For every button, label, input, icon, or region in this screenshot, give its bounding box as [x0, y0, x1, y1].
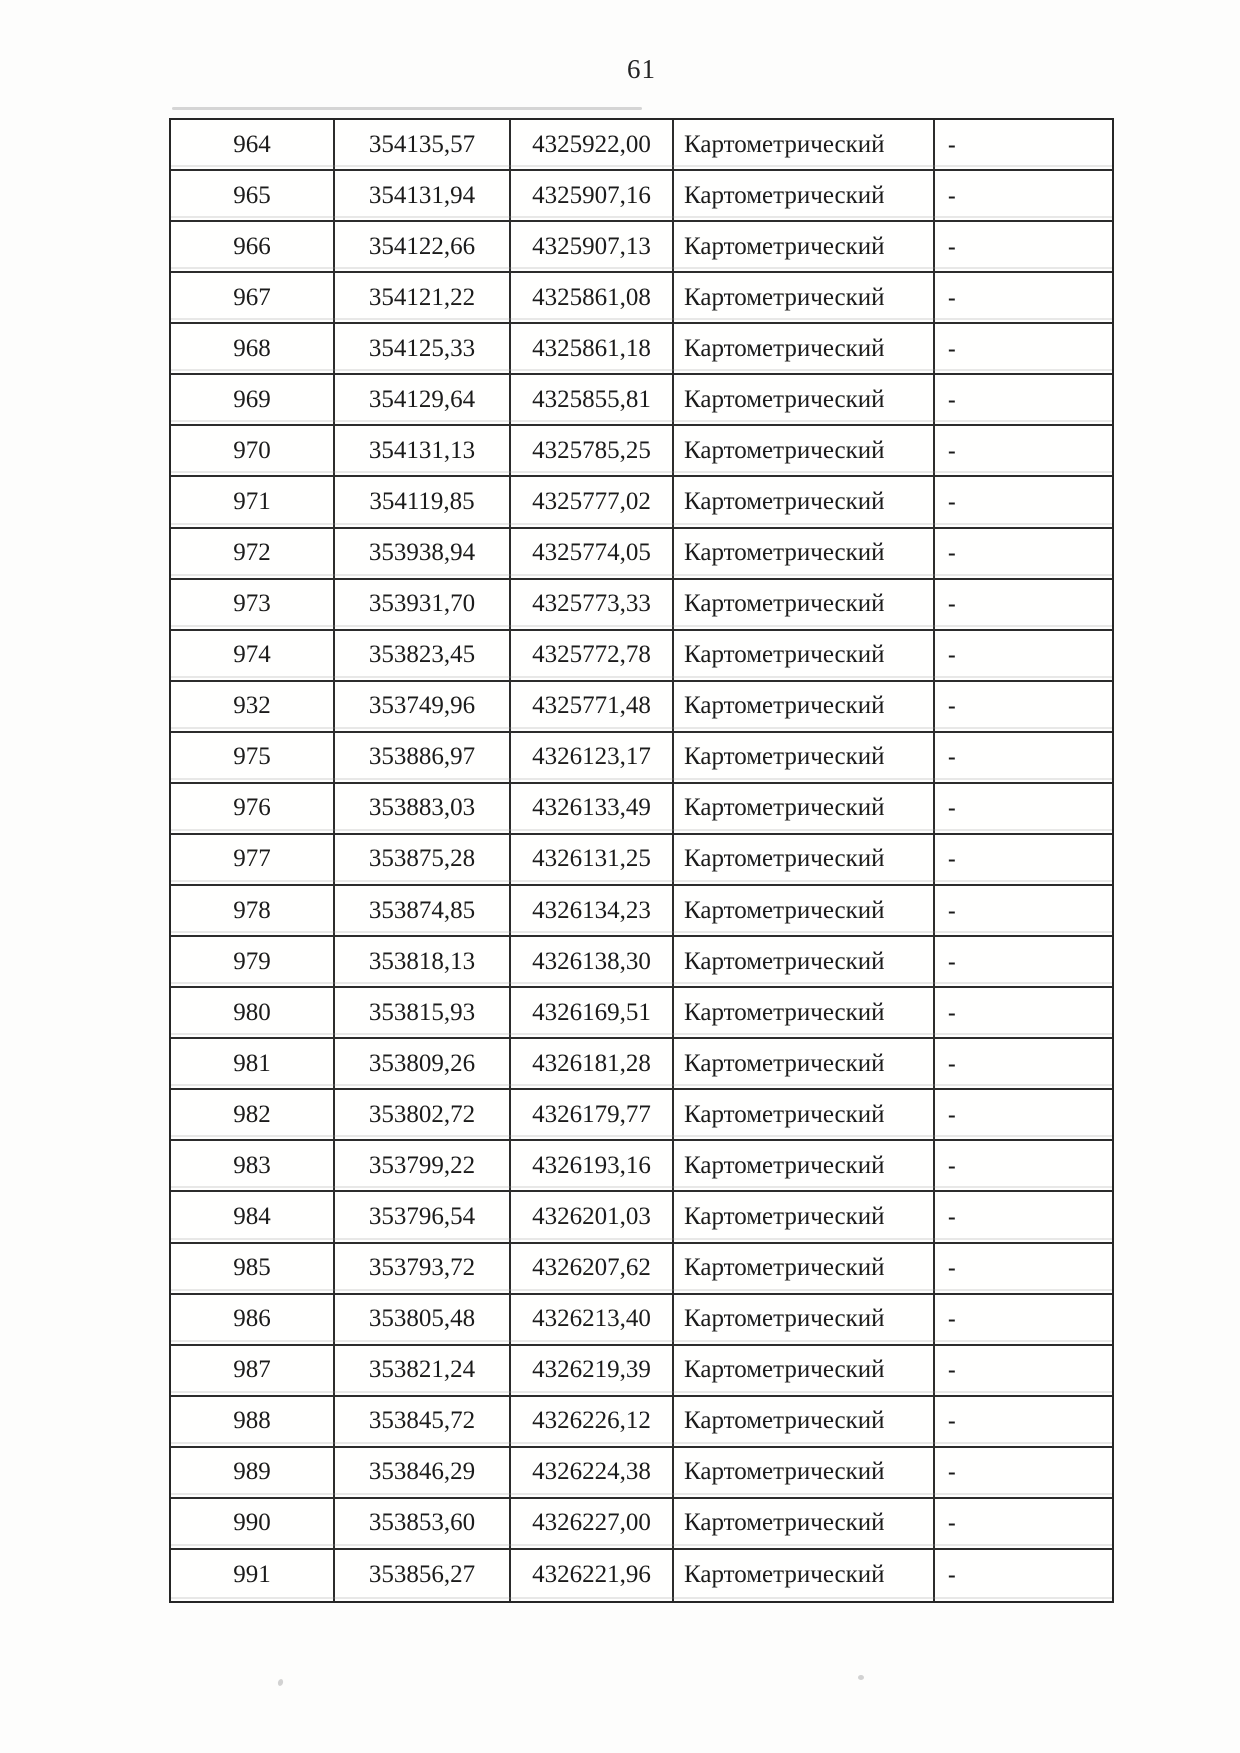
point-number-cell: 973	[171, 580, 335, 629]
table-row	[171, 1448, 1112, 1499]
table-row	[171, 988, 1112, 1039]
table-row	[171, 682, 1112, 733]
table-row	[171, 1550, 1112, 1601]
method-cell: Картометрический	[674, 1448, 935, 1497]
method-cell: Картометрический	[674, 120, 935, 169]
note-cell: -	[948, 897, 956, 923]
method-cell: Картометрический	[674, 1346, 935, 1395]
point-number-cell: 967	[171, 273, 335, 322]
table-row	[171, 1192, 1112, 1243]
method-cell: Картометрический	[674, 375, 935, 424]
method-cell: Картометрический	[674, 631, 935, 680]
note-cell: -	[948, 1255, 956, 1281]
y-coordinate-cell: 4326213,40	[511, 1295, 674, 1344]
point-number-cell: 968	[171, 324, 335, 373]
point-number-cell: 964	[171, 120, 335, 169]
method-cell: Картометрический	[674, 1295, 935, 1344]
point-number-cell: 969	[171, 375, 335, 424]
table-row	[171, 1244, 1112, 1295]
note-cell: -	[948, 437, 956, 463]
table-row	[171, 477, 1112, 528]
note-cell: -	[948, 846, 956, 872]
note-cell: -	[948, 1101, 956, 1127]
x-coordinate-cell: 353796,54	[335, 1192, 511, 1241]
x-coordinate-cell: 353809,26	[335, 1039, 511, 1088]
method-cell: Картометрический	[674, 171, 935, 220]
y-coordinate-cell: 4326221,96	[511, 1550, 674, 1601]
table-row	[171, 784, 1112, 835]
point-number-cell: 988	[171, 1397, 335, 1446]
method-cell: Картометрический	[674, 1090, 935, 1139]
note-cell: -	[948, 1562, 956, 1588]
page-number: 61	[627, 54, 656, 84]
y-coordinate-cell: 4325772,78	[511, 631, 674, 680]
method-cell: Картометрический	[674, 1397, 935, 1446]
x-coordinate-cell: 354135,57	[335, 120, 511, 169]
table-row	[171, 1039, 1112, 1090]
point-number-cell: 966	[171, 222, 335, 271]
table-row	[171, 886, 1112, 937]
method-cell: Картометрический	[674, 1550, 935, 1601]
point-number-cell: 989	[171, 1448, 335, 1497]
table-row	[171, 631, 1112, 682]
method-cell: Картометрический	[674, 784, 935, 833]
method-cell: Картометрический	[674, 477, 935, 526]
point-number-cell: 987	[171, 1346, 335, 1395]
table-row	[171, 835, 1112, 886]
table-row	[171, 529, 1112, 580]
note-cell: -	[948, 1408, 956, 1434]
method-cell: Картометрический	[674, 273, 935, 322]
point-number-cell: 971	[171, 477, 335, 526]
note-cell: -	[948, 642, 956, 668]
point-number-cell: 984	[171, 1192, 335, 1241]
scan-artifact-line	[172, 107, 642, 110]
point-number-cell: 932	[171, 682, 335, 731]
x-coordinate-cell: 353938,94	[335, 529, 511, 578]
x-coordinate-cell: 353874,85	[335, 886, 511, 935]
note-cell: -	[948, 182, 956, 208]
note-cell: -	[948, 131, 956, 157]
x-coordinate-cell: 353823,45	[335, 631, 511, 680]
x-coordinate-cell: 353818,13	[335, 937, 511, 986]
method-cell: Картометрический	[674, 1141, 935, 1190]
note-cell: -	[948, 1050, 956, 1076]
y-coordinate-cell: 4326193,16	[511, 1141, 674, 1190]
y-coordinate-cell: 4325861,18	[511, 324, 674, 373]
y-coordinate-cell: 4325777,02	[511, 477, 674, 526]
point-number-cell: 983	[171, 1141, 335, 1190]
method-cell: Картометрический	[674, 835, 935, 884]
note-cell: -	[948, 233, 956, 259]
x-coordinate-cell: 353802,72	[335, 1090, 511, 1139]
point-number-cell: 982	[171, 1090, 335, 1139]
note-cell: -	[948, 948, 956, 974]
y-coordinate-cell: 4325773,33	[511, 580, 674, 629]
table-row	[171, 222, 1112, 273]
y-coordinate-cell: 4325907,16	[511, 171, 674, 220]
x-coordinate-cell: 353821,24	[335, 1346, 511, 1395]
note-cell: -	[948, 795, 956, 821]
y-coordinate-cell: 4326219,39	[511, 1346, 674, 1395]
point-number-cell: 970	[171, 426, 335, 475]
method-cell: Картометрический	[674, 222, 935, 271]
y-coordinate-cell: 4326123,17	[511, 733, 674, 782]
x-coordinate-cell: 353805,48	[335, 1295, 511, 1344]
note-cell: -	[948, 591, 956, 617]
point-number-cell: 986	[171, 1295, 335, 1344]
x-coordinate-cell: 353799,22	[335, 1141, 511, 1190]
point-number-cell: 985	[171, 1244, 335, 1293]
x-coordinate-cell: 353793,72	[335, 1244, 511, 1293]
point-number-cell: 977	[171, 835, 335, 884]
coordinate-points-table	[169, 118, 1114, 1603]
note-cell: -	[948, 1357, 956, 1383]
note-cell: -	[948, 1203, 956, 1229]
table-row	[171, 120, 1112, 171]
method-cell: Картометрический	[674, 1192, 935, 1241]
table-row	[171, 426, 1112, 477]
x-coordinate-cell: 353875,28	[335, 835, 511, 884]
point-number-cell: 975	[171, 733, 335, 782]
point-number-cell: 974	[171, 631, 335, 680]
x-coordinate-cell: 354131,13	[335, 426, 511, 475]
note-cell: -	[948, 489, 956, 514]
table-row	[171, 171, 1112, 222]
scan-speck	[277, 1678, 284, 1686]
method-cell: Картометрический	[674, 426, 935, 475]
y-coordinate-cell: 4326134,23	[511, 886, 674, 935]
method-cell: Картометрический	[674, 682, 935, 731]
y-coordinate-cell: 4326226,12	[511, 1397, 674, 1446]
y-coordinate-cell: 4325785,25	[511, 426, 674, 475]
x-coordinate-cell: 353856,27	[335, 1550, 511, 1601]
note-cell: -	[948, 540, 956, 566]
y-coordinate-cell: 4326133,49	[511, 784, 674, 833]
note-cell: -	[948, 1152, 956, 1178]
y-coordinate-cell: 4325855,81	[511, 375, 674, 424]
x-coordinate-cell: 353815,93	[335, 988, 511, 1037]
table-row	[171, 1346, 1112, 1397]
note-cell: -	[948, 284, 956, 310]
y-coordinate-cell: 4325771,48	[511, 682, 674, 731]
method-cell: Картометрический	[674, 733, 935, 782]
point-number-cell: 979	[171, 937, 335, 986]
y-coordinate-cell: 4325861,08	[511, 273, 674, 322]
x-coordinate-cell: 353883,03	[335, 784, 511, 833]
x-coordinate-cell: 353845,72	[335, 1397, 511, 1446]
point-number-cell: 965	[171, 171, 335, 220]
method-cell: Картометрический	[674, 1039, 935, 1088]
point-number-cell: 976	[171, 784, 335, 833]
table-row	[171, 733, 1112, 784]
point-number-cell: 978	[171, 886, 335, 935]
x-coordinate-cell: 353749,96	[335, 682, 511, 731]
note-cell: -	[948, 386, 956, 412]
point-number-cell: 990	[171, 1499, 335, 1548]
y-coordinate-cell: 4326169,51	[511, 988, 674, 1037]
table-row	[171, 1499, 1112, 1550]
table-row	[171, 1090, 1112, 1141]
method-cell: Картометрический	[674, 580, 935, 629]
y-coordinate-cell: 4326207,62	[511, 1244, 674, 1293]
method-cell: Картометрический	[674, 324, 935, 373]
note-cell: -	[948, 1459, 956, 1485]
y-coordinate-cell: 4326181,28	[511, 1039, 674, 1088]
point-number-cell: 981	[171, 1039, 335, 1088]
table-row	[171, 324, 1112, 375]
x-coordinate-cell: 354125,33	[335, 324, 511, 373]
note-cell: -	[948, 1306, 956, 1332]
note-cell: -	[948, 744, 956, 770]
x-coordinate-cell: 354122,66	[335, 222, 511, 271]
table-row	[171, 1295, 1112, 1346]
x-coordinate-cell: 353846,29	[335, 1448, 511, 1497]
table-row	[171, 273, 1112, 324]
table-row	[171, 1141, 1112, 1192]
note-cell: -	[948, 1510, 956, 1536]
x-coordinate-cell: 354129,64	[335, 375, 511, 424]
table-row	[171, 1397, 1112, 1448]
method-cell: Картометрический	[674, 988, 935, 1037]
method-cell: Картометрический	[674, 1499, 935, 1548]
method-cell: Картометрический	[674, 529, 935, 578]
y-coordinate-cell: 4326131,25	[511, 835, 674, 884]
x-coordinate-cell: 354119,85	[335, 477, 511, 526]
method-cell: Картометрический	[674, 937, 935, 986]
y-coordinate-cell: 4325907,13	[511, 222, 674, 271]
scan-speck	[858, 1675, 864, 1680]
method-cell: Картометрический	[674, 1244, 935, 1293]
x-coordinate-cell: 354121,22	[335, 273, 511, 322]
method-cell: Картометрический	[674, 886, 935, 935]
y-coordinate-cell: 4326201,03	[511, 1192, 674, 1241]
note-cell: -	[948, 335, 956, 361]
table-row	[171, 937, 1112, 988]
y-coordinate-cell: 4325922,00	[511, 120, 674, 169]
y-coordinate-cell: 4326224,38	[511, 1448, 674, 1497]
note-cell: -	[948, 693, 956, 719]
x-coordinate-cell: 353931,70	[335, 580, 511, 629]
table-row	[171, 375, 1112, 426]
y-coordinate-cell: 4325774,05	[511, 529, 674, 578]
x-coordinate-cell: 354131,94	[335, 171, 511, 220]
table-row	[171, 580, 1112, 631]
point-number-cell: 980	[171, 988, 335, 1037]
y-coordinate-cell: 4326179,77	[511, 1090, 674, 1139]
x-coordinate-cell: 353886,97	[335, 733, 511, 782]
y-coordinate-cell: 4326138,30	[511, 937, 674, 986]
note-cell: -	[948, 999, 956, 1025]
point-number-cell: 972	[171, 529, 335, 578]
x-coordinate-cell: 353853,60	[335, 1499, 511, 1548]
point-number-cell: 991	[171, 1550, 335, 1601]
y-coordinate-cell: 4326227,00	[511, 1499, 674, 1548]
